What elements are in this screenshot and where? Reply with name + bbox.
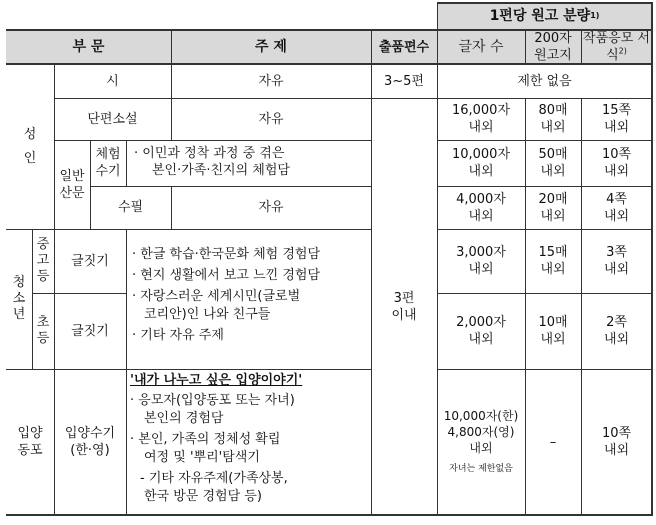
row-poem-theme: 자유 xyxy=(258,73,284,89)
row-elementary-name: 글짓기 xyxy=(71,323,109,339)
row-elementary-format: 2쪽 내외 xyxy=(603,315,630,347)
row-essay-theme: 자유 xyxy=(258,200,284,215)
row-adoptee-format: 10쪽 내외 xyxy=(601,426,632,458)
row-middle-name: 글짓기 xyxy=(71,253,109,269)
row-elementary-chars: 2,000자 내외 xyxy=(456,315,506,347)
row-essay-exp-format: 10쪽 내외 xyxy=(601,147,632,179)
row-prose-group: 일반 산문 xyxy=(59,168,85,201)
group-youth: 청소년 xyxy=(12,275,26,322)
row-elementary-level: 초등 xyxy=(36,315,50,346)
youth-theme-list: · 한글 학습·한국문화 체험 경험담 · 현지 생활에서 보고 느낀 경험담 · 자랑스러운 세계시민(글로벌 코리안)인 나와 친구들 · 기타 자유 주제 xyxy=(132,247,321,343)
header-format: 작품응모 서식$^{2)}$ xyxy=(581,30,652,64)
adoptee-headline: '내가 나누고 싶은 입양이야기' xyxy=(130,373,303,388)
row-essay-format: 4쪽 내외 xyxy=(603,191,630,224)
row-poem-count: 3~5편 xyxy=(384,73,424,89)
row-essay-chars: 4,000자 내외 xyxy=(456,191,506,224)
header-category: 부 문 xyxy=(6,30,171,64)
header-count: 출품편수 xyxy=(371,30,437,64)
group-adult: 성인 xyxy=(23,126,37,166)
header-top-title: 1편당 원고 분량 1) xyxy=(437,2,652,30)
header-theme: 주 제 xyxy=(171,30,371,64)
row-middle-sheets: 15매 내외 xyxy=(538,245,568,277)
row-novel-chars: 16,000자 내외 xyxy=(451,103,511,135)
row-middle-chars: 3,000자 내외 xyxy=(456,245,506,277)
row-novel-name: 단편소설 xyxy=(87,111,138,127)
row-poem-limit: 제한 없음 xyxy=(517,73,572,89)
row-essay-exp-sheets: 50매 내외 xyxy=(538,147,568,179)
youth-count: 3편 이내 xyxy=(391,290,417,323)
row-middle-format: 3쪽 내외 xyxy=(603,245,630,277)
row-essay-sheets: 20매 내외 xyxy=(538,191,568,224)
row-novel-sheets: 80매 내외 xyxy=(538,103,568,135)
row-novel-theme: 자유 xyxy=(258,111,284,127)
row-adoptee-name: 입양수기 (한·영) xyxy=(64,426,116,458)
row-adoptee-sheets: – xyxy=(549,434,557,450)
row-essay-exp-name: 체험수기 xyxy=(95,147,121,179)
row-novel-format: 15쪽 내외 xyxy=(601,103,632,135)
row-elementary-sheets: 10매 내외 xyxy=(538,315,568,347)
header-chars: 글자 수 xyxy=(437,30,525,64)
row-adoptee-chars: 10,000자(한) 4,800자(영) 내외 자녀는 제한없음 xyxy=(443,409,519,474)
row-middle-level: 중고등 xyxy=(36,237,50,284)
header-sheets: 200자 원고지 xyxy=(525,30,581,64)
adoptee-theme-list: '내가 나누고 싶은 입양이야기' · 응모자(입양동포 또는 자녀) 본인의 경험담 · 본인, 가족의 정체성 확립 여정 및 '뿌리'탐색기 - 기타 자유주제(가족상봉, 한국 방문 경험담 등) xyxy=(130,372,368,506)
row-essay-name: 수필 xyxy=(117,200,144,215)
row-essay-exp-chars: 10,000자 내외 xyxy=(451,147,511,179)
row-essay-exp-theme: · 이민과 정착 과정 중 겪은 본인·가족·친지의 체험담 xyxy=(134,146,290,178)
row-poem-name: 시 xyxy=(106,73,119,89)
group-adoptee: 입양 동포 xyxy=(17,426,43,458)
